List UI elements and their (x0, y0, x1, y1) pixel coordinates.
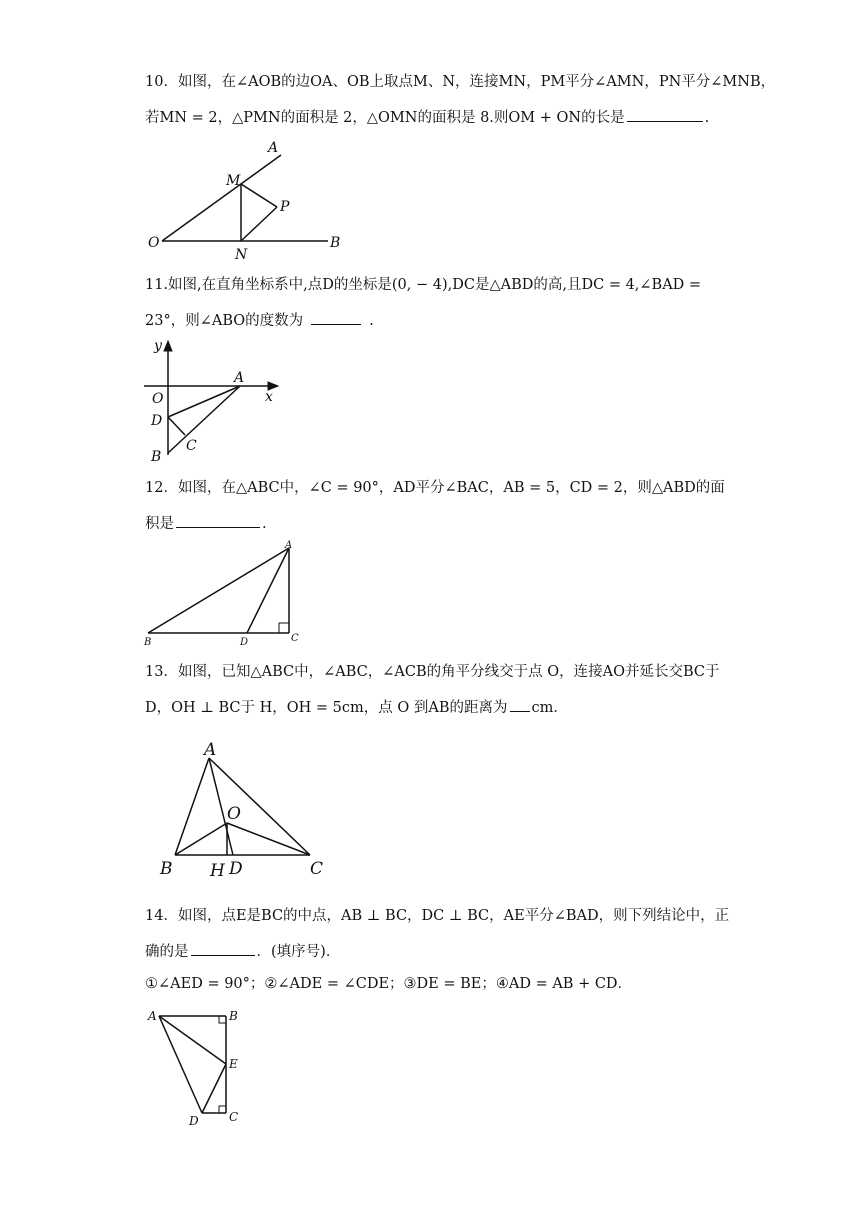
segment-BA (175, 758, 209, 855)
label-C: C (310, 859, 324, 879)
problem-13-tail: cm． (531, 700, 568, 716)
problem-12-tail: . (262, 516, 267, 532)
label-B: B (229, 1009, 238, 1023)
label-P: P (280, 199, 290, 215)
label-M: M (226, 173, 241, 189)
problem-12-line-2 (145, 513, 267, 534)
problem-12-line-1: 12．如图，在△ABC中，∠C = 90°，AD平分∠BAC，AB = 5，CD = 2，则△ABD的面 (145, 480, 725, 496)
problem-14-text: 确的是 (145, 944, 189, 960)
answer-blank-10[interactable] (627, 107, 703, 122)
label-D: D (229, 859, 243, 879)
figure-12 (140, 538, 310, 648)
problem-13-line-2 (145, 697, 568, 718)
figure-13 (150, 738, 340, 883)
problem-13-text: D，OH ⊥ BC于 H，OH = 5cm，点 O 到AB的距离为 (145, 700, 508, 716)
figure-10 (140, 140, 350, 265)
label-C: C (186, 438, 197, 454)
problem-14-tail: ．(填序号)． (256, 944, 341, 960)
segment-BO (175, 823, 227, 855)
label-y: y (154, 338, 162, 354)
figure-11 (140, 335, 290, 465)
problem-11-line-1: 11.如图,在直角坐标系中,点D的坐标是(0, − 4),DC是△ABD的高,且DC = 4,∠BAD = (145, 277, 702, 293)
label-B: B (330, 235, 341, 251)
right-angle-mark-B (219, 1016, 226, 1023)
right-angle-mark (279, 623, 289, 633)
problem-11-tail: . (369, 313, 374, 329)
segment-AC (209, 758, 310, 855)
label-B: B (160, 859, 173, 879)
label-D: D (151, 413, 163, 429)
y-axis-arrow (164, 341, 172, 351)
problem-12-text: 积是 (145, 516, 174, 532)
label-A: A (148, 1009, 157, 1023)
problem-10-line-2 (145, 107, 709, 128)
label-O: O (148, 235, 160, 251)
answer-blank-11[interactable] (311, 310, 361, 325)
segment-DA (168, 386, 240, 417)
answer-blank-14[interactable] (191, 941, 255, 956)
problem-11-text: 23°，则∠ABO的度数为 (145, 313, 304, 329)
segment-OC (227, 823, 310, 855)
label-D: D (240, 637, 249, 648)
problem-10-tail: . (704, 110, 710, 126)
label-A: A (234, 370, 245, 386)
figure-14 (140, 1005, 250, 1135)
label-D: D (189, 1114, 199, 1128)
label-O: O (152, 391, 164, 407)
answer-blank-12[interactable] (176, 513, 260, 528)
problem-11-line-2 (145, 310, 374, 331)
segment-PN (241, 207, 277, 241)
label-A: A (285, 540, 293, 551)
problem-14-line-2 (145, 941, 340, 962)
problem-10-line-1: 10．如图，在∠AOB的边OA、OB上取点M、N，连接MN，PM平分∠AMN，PN平分∠MNB， (145, 74, 776, 90)
segment-BA (168, 386, 240, 453)
label-H: H (210, 861, 225, 881)
problem-14-line-1: 14．如图，点E是BC的中点，AB ⊥ BC，DC ⊥ BC，AE平分∠BAD，则下列结论中，正 (145, 908, 730, 924)
label-A: A (268, 140, 279, 156)
label-N: N (235, 247, 248, 263)
label-B: B (151, 449, 162, 465)
label-x: x (265, 389, 273, 405)
answer-blank-13[interactable] (510, 697, 530, 712)
problem-13-line-1: 13．如图，已知△ABC中，∠ABC，∠ACB的角平分线交于点 O，连接AO并延长交BC于 (145, 664, 720, 680)
label-B: B (144, 637, 152, 648)
problem-10-text: 若MN = 2，△PMN的面积是 2，△OMN的面积是 8.则OM + ON的长是 (145, 110, 625, 126)
label-C: C (229, 1110, 239, 1124)
problem-14-options: ①∠AED = 90°；②∠ADE = ∠CDE；③DE = BE；④AD = AB + CD． (145, 976, 633, 992)
label-A: A (204, 740, 217, 760)
segment-DC (168, 417, 185, 435)
right-angle-mark-C (219, 1106, 226, 1113)
label-E: E (229, 1057, 238, 1071)
label-O: O (227, 804, 241, 824)
segment-MP (241, 184, 277, 207)
label-C: C (291, 633, 299, 644)
